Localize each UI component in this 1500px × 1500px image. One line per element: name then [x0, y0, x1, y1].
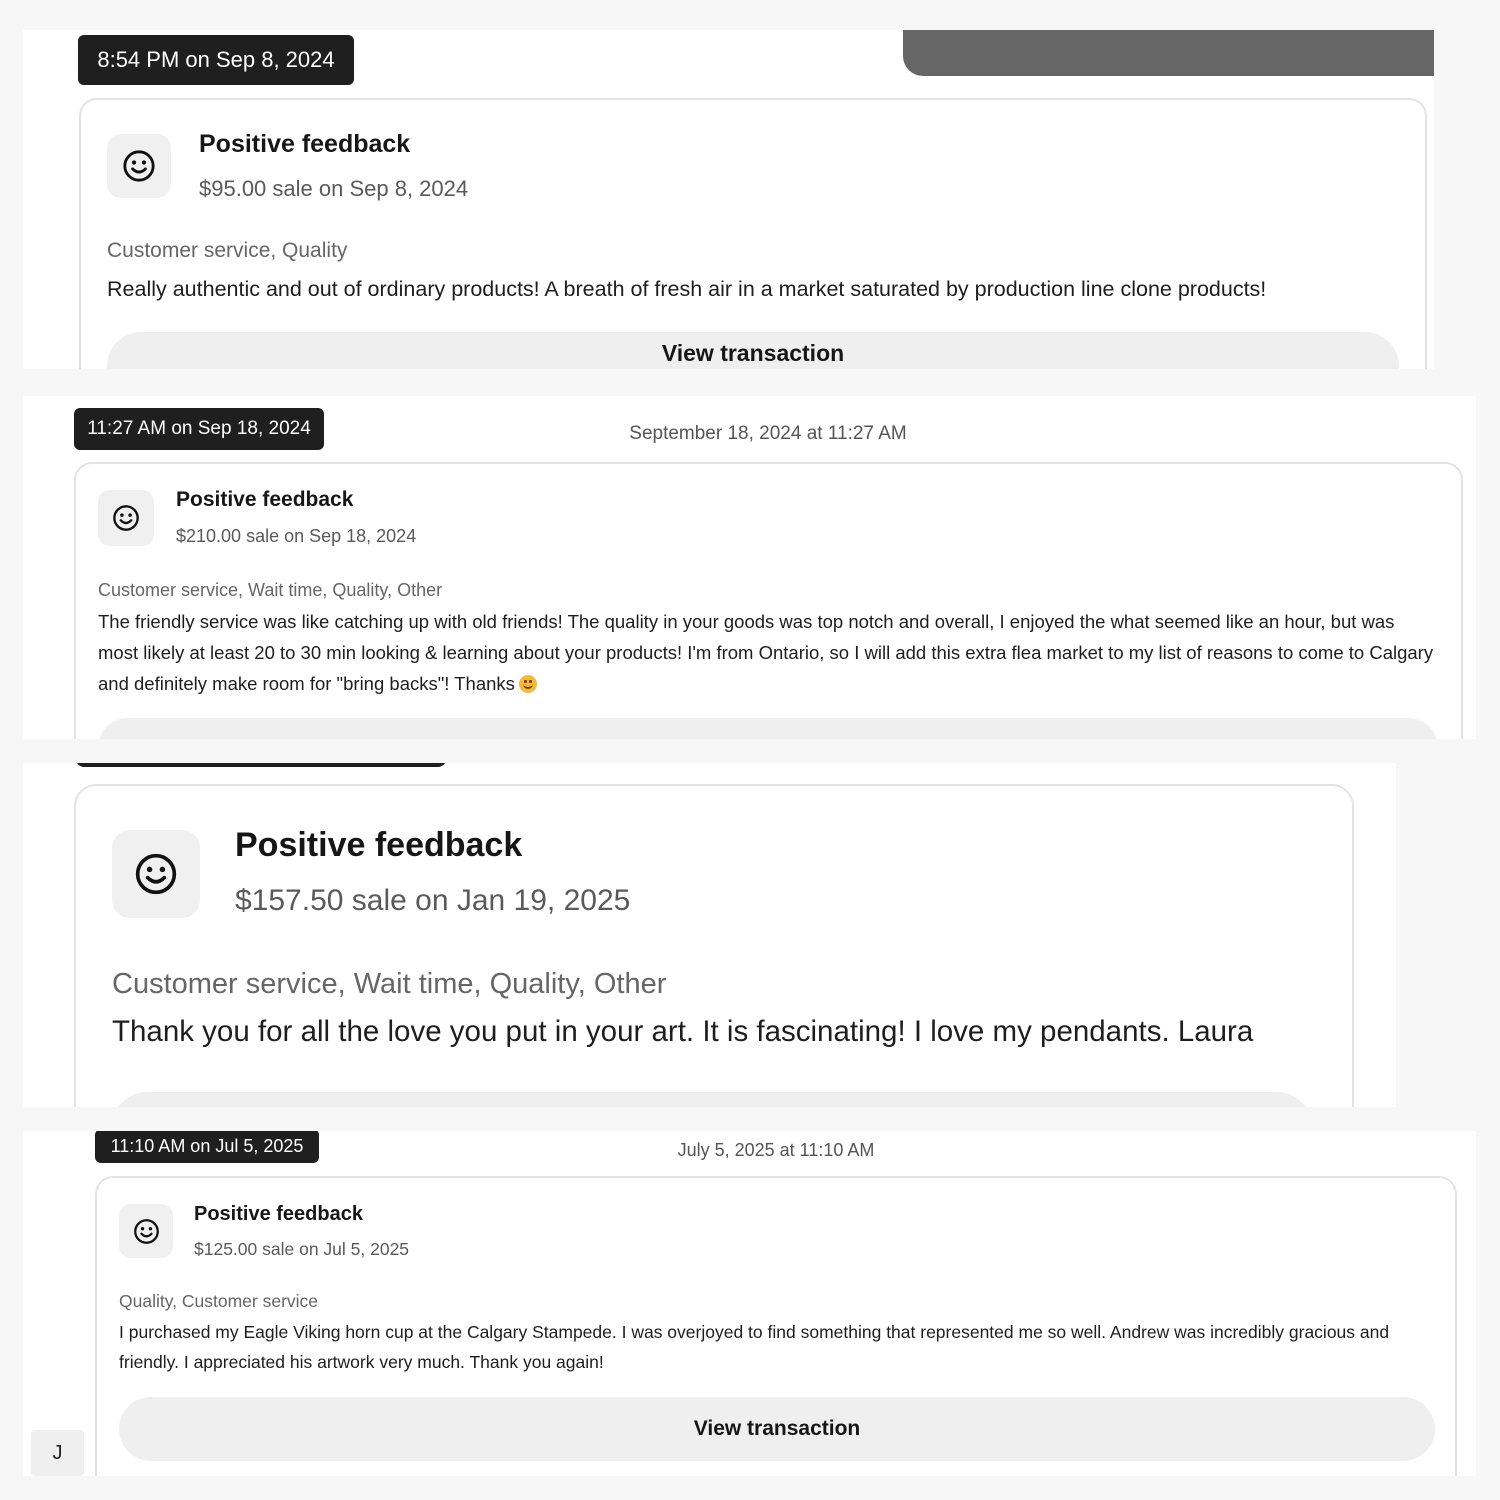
feedback-text: Thank you for all the love you put in your art. It is fascinating! I love my pendants. Laura: [112, 1015, 1254, 1048]
sale-amount-date: $95.00 sale on Sep 8, 2024: [199, 176, 469, 201]
feedback-title: Positive feedback: [199, 130, 411, 158]
view-transaction-button[interactable]: View transaction: [119, 1397, 1435, 1461]
smiley-face-icon: [107, 134, 171, 198]
feedback-title: Positive feedback: [176, 488, 354, 511]
view-transaction-button[interactable]: [112, 1092, 1312, 1107]
timestamp-badge: 8:54 PM on Sep 8, 2024: [78, 35, 354, 85]
smiley-face-icon: [112, 830, 200, 918]
sale-amount-date: $210.00 sale on Sep 18, 2024: [176, 526, 417, 546]
timestamp-badge: 11:10 AM on Jul 5, 2025: [95, 1131, 319, 1163]
feedback-panel-3: [23, 763, 1396, 1107]
feedback-panel-4: [23, 1131, 1476, 1476]
feedback-tags: Customer service, Wait time, Quality, Other: [98, 580, 443, 600]
feedback-text-content: The friendly service was like catching up with old friends! The quality in your goods was top notch and overall, I enjoyed the what seemed like an hour, but was most likely at least 20 to 30 min looking & learning about your products! I'm from Ontario, so I will add this extra flea market to my list of reasons to come to Calgary and definitely make room for "bring backs"! Thanks: [98, 611, 1434, 694]
sale-amount-date: $125.00 sale on Jul 5, 2025: [194, 1239, 410, 1259]
smiley-face-icon: [119, 1204, 173, 1258]
feedback-text: Really authentic and out of ordinary products! A breath of fresh air in a market saturated by production line clone products!: [107, 277, 1267, 301]
date-label: September 18, 2024 at 11:27 AM: [629, 423, 907, 444]
feedback-title: Positive feedback: [194, 1203, 363, 1225]
feedback-card: [79, 98, 1427, 369]
feedback-card: [74, 462, 1463, 739]
date-label: July 5, 2025 at 11:10 AM: [677, 1140, 875, 1160]
smiling-face-emoji: [519, 675, 537, 693]
view-transaction-button[interactable]: View transaction: [107, 332, 1399, 369]
sale-amount-date: $157.50 sale on Jan 19, 2025: [235, 884, 631, 917]
feedback-text: I purchased my Eagle Viking horn cup at the Calgary Stampede. I was overjoyed to find something that represented me so well. Andrew was incredibly gracious and friendly. I appreciated his artwork very much. Thank you again!: [119, 1322, 1390, 1372]
smiley-face-icon: [98, 490, 154, 546]
feedback-panel-2: [23, 396, 1476, 739]
feedback-tags: Customer service, Quality: [107, 239, 348, 262]
view-transaction-button[interactable]: [98, 718, 1438, 739]
feedback-tags: Customer service, Wait time, Quality, Other: [112, 968, 667, 1000]
feedback-tags: Quality, Customer service: [119, 1291, 319, 1311]
feedback-card: [95, 1176, 1457, 1476]
top-gray-bar: [903, 30, 1434, 76]
avatar-initial: J: [52, 1441, 63, 1464]
feedback-panel-1: [23, 30, 1434, 369]
feedback-title: Positive feedback: [235, 826, 523, 864]
feedback-card: [74, 784, 1354, 1107]
timestamp-badge: [76, 763, 446, 767]
timestamp-badge: 11:27 AM on Sep 18, 2024: [74, 408, 324, 450]
feedback-text: [98, 606, 1438, 699]
avatar[interactable]: [31, 1430, 84, 1476]
